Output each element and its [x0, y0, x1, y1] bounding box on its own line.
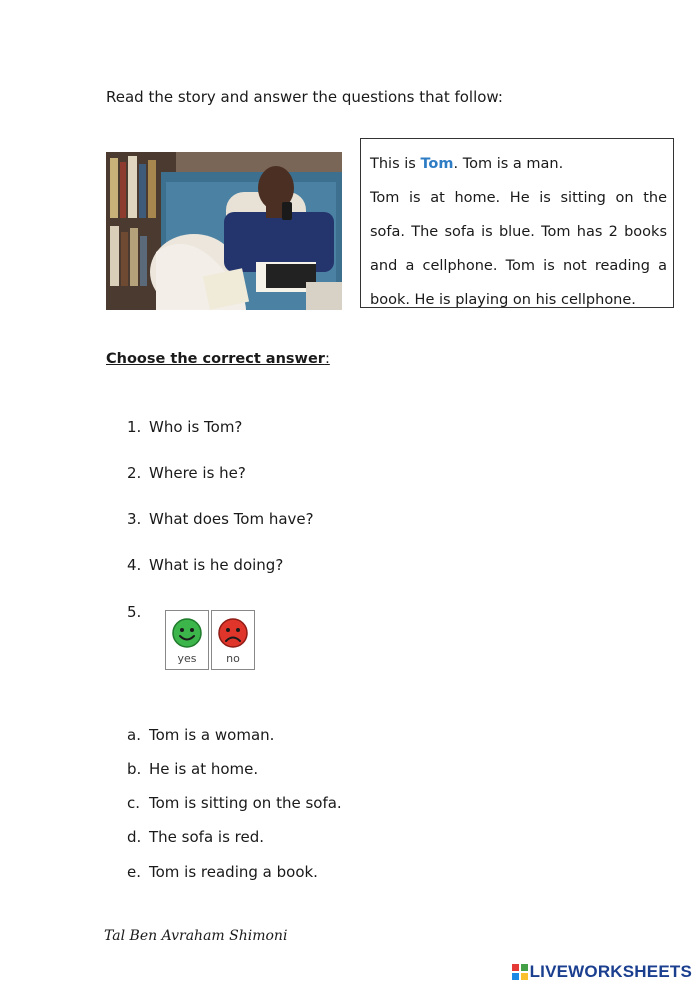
instruction-text: Read the story and answer the questions that follow: [106, 88, 503, 106]
statement-b: b. He is at home. [127, 760, 259, 778]
story-box [360, 138, 674, 308]
liveworksheets-logo-icon [512, 964, 528, 980]
story-line-2: Tom is at home. He is sitting on the [370, 190, 667, 206]
sad-face-icon [217, 617, 249, 649]
question-3: 3. What does Tom have? [127, 510, 314, 528]
story-line-5: book. He is playing on his cellphone. [370, 292, 636, 308]
question-4: 4. What is he doing? [127, 556, 284, 574]
question-2: 2. Where is he? [127, 464, 246, 482]
brand-text: LIVEWORKSHEETS [529, 962, 692, 981]
statement-e: e. Tom is reading a book. [127, 863, 318, 881]
photo-man-on-sofa-with-phone-icon [106, 152, 342, 310]
story-line-3: sofa. The sofa is blue. Tom has 2 books [370, 224, 667, 240]
story-photo [106, 152, 342, 310]
story-name-tom: Tom [420, 156, 454, 172]
story-line-4: and a cellphone. Tom is not reading a [370, 258, 667, 274]
yes-card[interactable] [165, 610, 209, 670]
no-card[interactable] [211, 610, 255, 670]
author-signature: Tal Ben Avraham Shimoni [104, 928, 288, 944]
no-label: no [226, 652, 240, 665]
statement-c: c. Tom is sitting on the sofa. [127, 794, 342, 812]
statement-a: a. Tom is a woman. [127, 726, 275, 744]
statement-d: d. The sofa is red. [127, 828, 265, 846]
yes-label: yes [177, 652, 197, 665]
choose-heading: Choose the correct answer: [106, 351, 330, 367]
story-line-1: This is Tom. Tom is a man. [370, 156, 564, 172]
brand-logo [512, 962, 692, 982]
yes-no-faces [165, 610, 255, 672]
question-5: 5. [127, 603, 142, 621]
question-1: 1. Who is Tom? [127, 418, 243, 436]
happy-face-icon [171, 617, 203, 649]
